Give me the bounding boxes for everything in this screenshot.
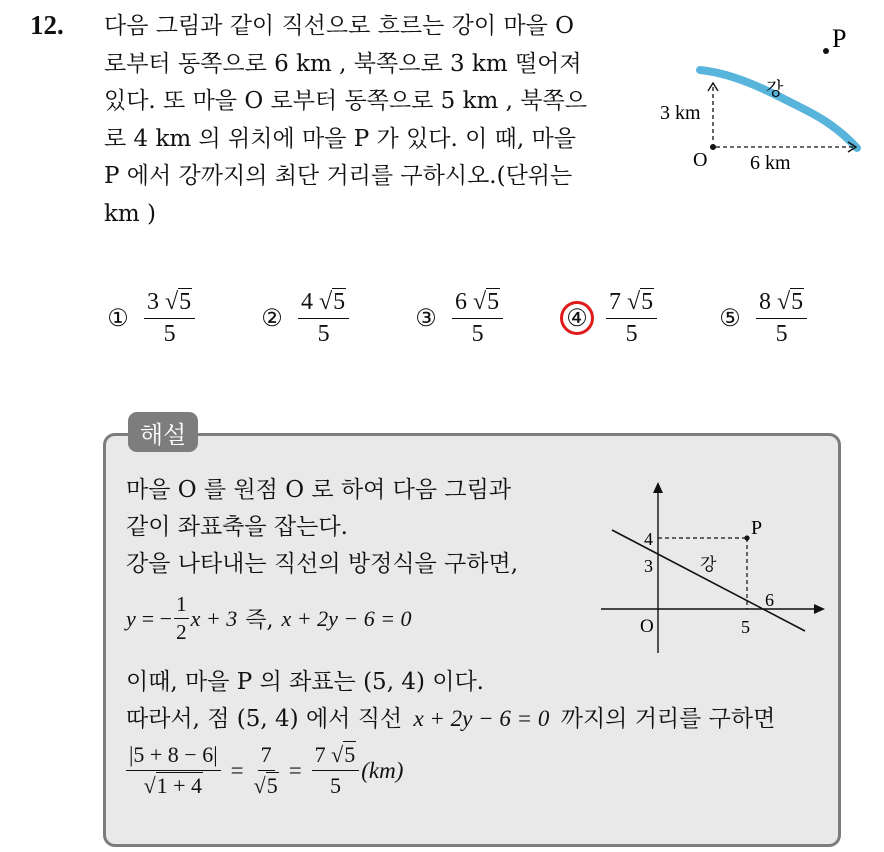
y-tick-4: 4: [644, 529, 653, 549]
question-line: 로 4 km 의 위치에 마을 P 가 있다. 이 때, 마을: [104, 125, 576, 152]
question-line: km ): [104, 200, 157, 227]
solution-tag: 해설: [128, 412, 198, 452]
x-axis-arrow: [814, 604, 825, 614]
point-p-label: P: [832, 24, 847, 53]
origin-dot: [710, 144, 716, 150]
final-computation: $\frac{|5 + 8 - 6|}{√1 + 4}$ = $\frac{7}{√5}$ = $\frac{7 √5}{5}$ (km): [126, 742, 403, 799]
question-line: 다음 그림과 같이 직선으로 흐르는 강이 마을 O: [104, 13, 574, 39]
choice-number-selected-circle: ④: [560, 301, 594, 335]
choice-2[interactable]: [258, 283, 349, 353]
choice-3[interactable]: [412, 283, 503, 353]
river-equation: y = − $\frac{1}{2}$ x + 3 즉, x + 2y − 6 = 0: [126, 592, 412, 644]
river-figure: [650, 15, 880, 185]
choice-fraction: $\frac{4 √5}{5}$: [298, 289, 349, 348]
river-label: 강: [766, 79, 784, 100]
solution-line: 이때, 마을 P 의 좌표는 (5, 4) 이다.: [126, 669, 484, 695]
question-number: 12.: [30, 10, 64, 40]
solution-line: 마을 O 를 원점 O 로 하여 다음 그림과: [126, 477, 512, 503]
north-distance-label: 3 km: [660, 102, 701, 124]
river-label: 강: [700, 555, 717, 575]
point-p-dot: [823, 48, 829, 54]
question-text: [104, 8, 644, 233]
east-distance-label: 6 km: [750, 152, 791, 174]
solution-line: 강을 나타내는 직선의 방정식을 구하면,: [126, 551, 519, 577]
choice-1[interactable]: [104, 283, 195, 353]
choice-4[interactable]: [560, 283, 657, 353]
question-line: 있다. 또 마을 O 로부터 동쪽으로 5 km , 북쪽으: [104, 88, 587, 114]
choice-number: ③: [415, 304, 437, 332]
coordinate-figure: [596, 478, 828, 658]
y-axis-arrow: [653, 482, 663, 493]
choice-fraction: $\frac{3 √5}{5}$: [144, 289, 195, 348]
x-tick-5: 5: [741, 617, 750, 637]
choice-fraction: $\frac{7 √5}{5}$: [606, 289, 657, 348]
origin-label: O: [693, 149, 708, 171]
solution-distance-line: 따라서, 점 (5, 4) 에서 직선 x + 2y − 6 = 0 까지의 거리를 구하면: [126, 706, 776, 732]
choice-number: ⑤: [719, 304, 741, 332]
y-tick-3: 3: [644, 556, 653, 576]
choice-fraction: $\frac{6 √5}{5}$: [452, 289, 503, 348]
choice-number: ②: [261, 304, 283, 332]
solution-line: 같이 좌표축을 잡는다.: [126, 514, 348, 540]
point-p-dot: [744, 535, 749, 540]
choice-number: ①: [107, 304, 129, 332]
origin-label: O: [640, 616, 654, 637]
choice-5[interactable]: [716, 283, 807, 353]
x-tick-6: 6: [765, 590, 774, 610]
choice-fraction: $\frac{8 √5}{5}$: [756, 289, 807, 348]
question-line: 로부터 동쪽으로 6 km , 북쪽으로 3 km 떨어져: [104, 50, 582, 77]
point-p-label: P: [751, 517, 763, 539]
question-line: P 에서 강까지의 최단 거리를 구하시오.(단위는: [104, 163, 573, 189]
